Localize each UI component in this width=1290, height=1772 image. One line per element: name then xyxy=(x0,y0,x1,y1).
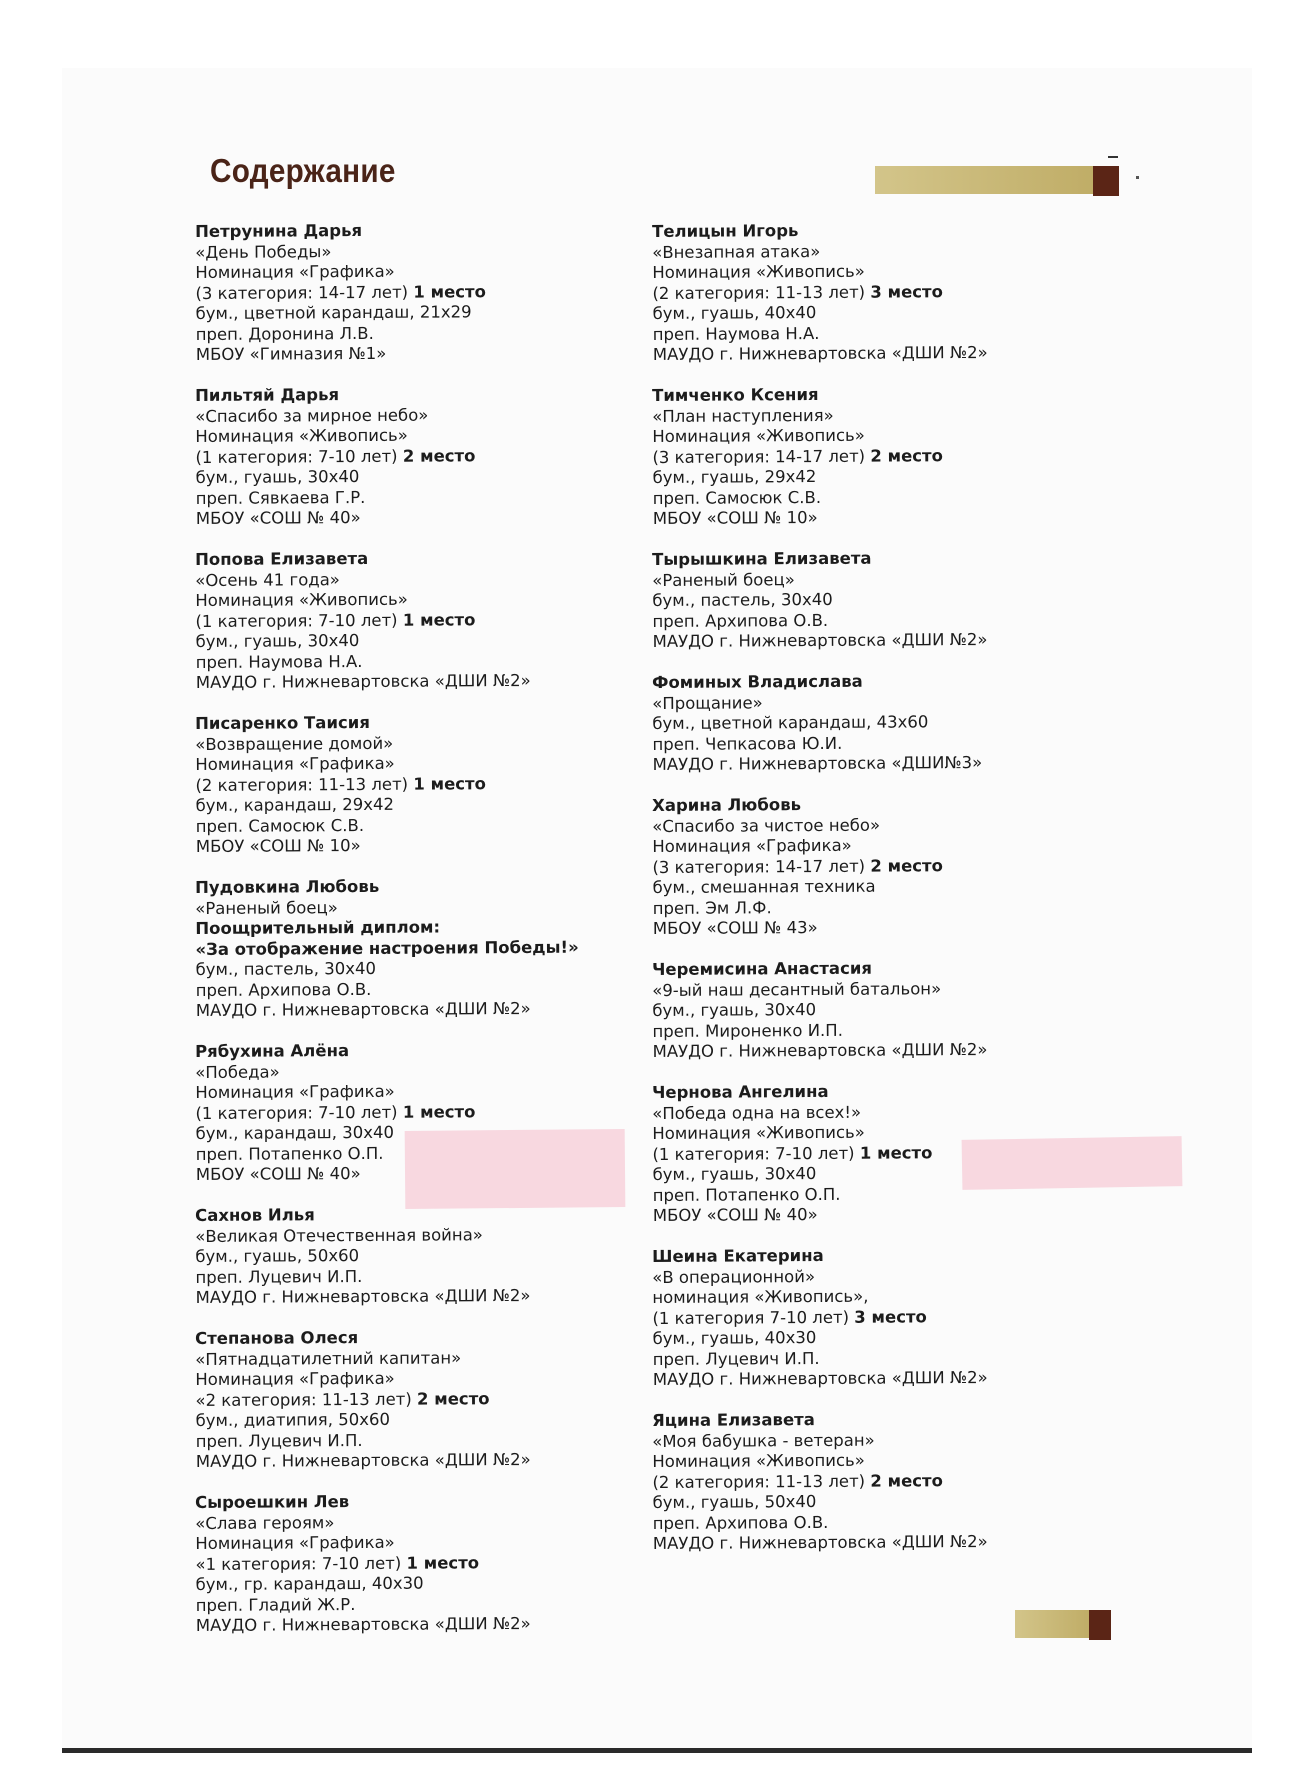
entry-line: бум., гуашь, 50х60 xyxy=(195,1245,360,1266)
entry-line: преп. Потапенко О.П. xyxy=(195,1143,384,1164)
entry-line: «Внезапная атака» xyxy=(652,241,821,262)
entry-line: преп. Сявкаева Г.Р. xyxy=(195,487,366,508)
entry-line: МБОУ «СОШ № 40» xyxy=(195,507,361,528)
entry-line: «Спасибо за чистое небо» xyxy=(652,815,881,836)
entry-place: 3 место xyxy=(854,1306,927,1327)
entry-line: Номинация «Графика» xyxy=(195,1368,395,1389)
entry-line: преп. Архипова О.В. xyxy=(652,610,829,631)
entry-author: Шеина Екатерина xyxy=(652,1245,824,1266)
entry-category-row xyxy=(652,1142,1112,1165)
entry-place: 2 место xyxy=(416,1388,490,1409)
entry-line: «День Победы» xyxy=(195,241,332,262)
entry-place: 2 место xyxy=(870,445,943,466)
entry-line: «Великая Отечественная война» xyxy=(195,1224,483,1246)
entry-line: бум., гуашь, 40х30 xyxy=(652,1327,817,1348)
contents-entry xyxy=(195,1490,656,1636)
page-title: Содержание xyxy=(210,152,396,189)
contents-entry xyxy=(195,547,656,693)
entry-place: 1 место xyxy=(406,1552,480,1573)
entry-place: 1 место xyxy=(413,281,486,302)
entry-line: МАУДО г. Нижневартовска «ДШИ №2» xyxy=(195,998,531,1020)
entry-line: «Возвращение домой» xyxy=(195,733,394,754)
entry-author: Яцина Елизавета xyxy=(652,1410,815,1430)
entry-line: «Моя бабушка - ветеран» xyxy=(652,1430,875,1451)
entry-line: бум., гуашь, 30х40 xyxy=(195,630,360,651)
contents-entry xyxy=(195,875,656,1021)
entry-line: МАУДО г. Нижневартовска «ДШИ №2» xyxy=(652,342,988,364)
entry-category: (2 категория: 11-13 лет) xyxy=(195,774,409,795)
entry-line: бум., гуашь, 40х40 xyxy=(652,302,817,323)
contents-entry xyxy=(652,219,1113,365)
entry-category: (2 категория: 11-13 лет) xyxy=(652,282,866,303)
entry-line: бум., гуашь, 30х40 xyxy=(195,466,360,487)
entry-line: бум., гуашь, 50х40 xyxy=(652,1491,817,1512)
entry-place: 1 место xyxy=(859,1142,933,1163)
entry-line: Номинация «Живопись» xyxy=(652,1122,865,1143)
entry-line: преп. Чепкасова Ю.И. xyxy=(652,733,843,754)
entry-author: Тимченко Ксения xyxy=(652,384,819,405)
entry-line: «План наступления» xyxy=(652,405,834,426)
contents-entry xyxy=(652,1244,1113,1390)
entry-place: 1 место xyxy=(402,1101,476,1122)
entry-line: преп. Луцевич И.П. xyxy=(652,1348,820,1369)
entry-line: бум., гуашь, 30х40 xyxy=(652,1163,817,1184)
contents-entry xyxy=(652,383,1113,529)
entry-line: Номинация «Живопись» xyxy=(652,425,865,446)
contents-entry xyxy=(652,547,1113,652)
entry-place: 1 место xyxy=(413,773,486,794)
entry-line: МАУДО г. Нижневартовска «ДШИ №2» xyxy=(652,1367,988,1389)
contents-entry xyxy=(195,1039,656,1185)
entry-line: преп. Самосюк С.В. xyxy=(652,487,822,508)
entry-line: Номинация «Графика» xyxy=(195,1532,395,1553)
entry-award: Поощрительный диплом: xyxy=(195,917,441,938)
entry-line: «Спасибо за мирное небо» xyxy=(195,405,429,426)
entry-category-row xyxy=(195,445,655,468)
entry-line: «В операционной» xyxy=(652,1266,816,1287)
entry-line: МАУДО г. Нижневартовска «ДШИ №2» xyxy=(652,1039,988,1061)
entry-line: «Победа одна на всех!» xyxy=(652,1102,862,1123)
entry-place: 1 место xyxy=(402,609,476,630)
entry-line: МАУДО г. Нижневартовска «ДШИ№3» xyxy=(652,752,983,774)
entry-category: (3 категория: 14-17 лет) xyxy=(652,446,866,467)
entry-category-row xyxy=(195,1388,655,1411)
entry-line: преп. Архипова О.В. xyxy=(652,1512,829,1533)
contents-entry xyxy=(652,1408,1113,1554)
entry-place: 2 место xyxy=(870,1470,943,1491)
entry-category-row xyxy=(195,281,655,304)
entry-award: «За отображение настроения Победы!» xyxy=(195,937,579,959)
contents-entry xyxy=(652,957,1113,1062)
entry-category: (1 категория 7-10 лет) xyxy=(652,1307,850,1328)
entry-line: МАУДО г. Нижневартовска «ДШИ №2» xyxy=(195,670,531,692)
entry-line: Номинация «Живопись» xyxy=(652,1450,865,1471)
entry-line: МАУДО г. Нижневартовска «ДШИ №2» xyxy=(195,1285,531,1307)
entry-author: Степанова Олеся xyxy=(195,1328,359,1348)
entry-category: (2 категория: 11-13 лет) xyxy=(652,1471,866,1492)
entry-line: преп. Луцевич И.П. xyxy=(195,1266,363,1287)
entry-category: «2 категория: 11-13 лет) xyxy=(195,1389,412,1410)
entry-category: (1 категория: 7-10 лет) xyxy=(652,1143,855,1164)
contents-column-left xyxy=(195,222,655,1657)
entry-line: МБОУ «СОШ № 10» xyxy=(195,835,361,856)
entry-line: преп. Архипова О.В. xyxy=(195,979,372,1000)
entry-author: Писаренко Таисия xyxy=(195,712,370,733)
entry-line: бум., пастель, 30х40 xyxy=(652,589,833,610)
entry-category-row xyxy=(195,1101,655,1124)
entry-author: Черемисина Анастасия xyxy=(652,958,873,979)
entry-category: (1 категория: 7-10 лет) xyxy=(195,1102,398,1123)
entry-author: Харина Любовь xyxy=(652,795,802,815)
entry-category-row xyxy=(652,1306,1112,1329)
entry-line: бум., диатипия, 50х60 xyxy=(195,1409,391,1430)
entry-line: бум., пастель, 30х40 xyxy=(195,958,376,979)
entry-category: (1 категория: 7-10 лет) xyxy=(195,610,398,631)
contents-entry xyxy=(652,1080,1113,1226)
entry-line: «Раненый боец» xyxy=(195,897,338,918)
entry-line: МБОУ «Гимназия №1» xyxy=(195,343,387,364)
entry-line: МАУДО г. Нижневартовска «ДШИ №2» xyxy=(652,629,988,651)
contents-entry xyxy=(195,1203,656,1308)
entry-line: бум., смешанная техника xyxy=(652,876,876,897)
entry-category-row xyxy=(195,609,655,632)
entry-line: бум., гуашь, 30х40 xyxy=(652,999,817,1020)
contents-column-right xyxy=(652,222,1112,1575)
entry-category: (1 категория: 7-10 лет) xyxy=(195,446,398,467)
contents-entry xyxy=(652,670,1113,775)
entry-line: бум., карандаш, 29х42 xyxy=(195,794,395,815)
scan-dot xyxy=(1136,176,1139,179)
entry-line: Номинация «Графика» xyxy=(652,835,852,856)
entry-line: Номинация «Графика» xyxy=(195,261,395,282)
entry-category-row xyxy=(652,855,1112,878)
entry-category: (3 категория: 14-17 лет) xyxy=(195,282,409,303)
entry-line: бум., цветной карандаш, 21х29 xyxy=(195,302,472,323)
entry-line: «Пятнадцатилетний капитан» xyxy=(195,1347,462,1369)
contents-entry xyxy=(195,711,656,857)
entry-author: Чернова Ангелина xyxy=(652,1081,829,1102)
entry-line: бум., цветной карандаш, 43х60 xyxy=(652,712,929,733)
footer-decor-square xyxy=(1089,1610,1111,1640)
entry-place: 2 место xyxy=(402,445,476,466)
header-decor-band xyxy=(875,166,1093,194)
contents-entry xyxy=(195,383,656,529)
entry-line: преп. Потапенко О.П. xyxy=(652,1184,841,1205)
entry-author: Сыроешкин Лев xyxy=(195,1492,350,1512)
entry-category-row xyxy=(195,773,655,796)
entry-author: Пильтяй Дарья xyxy=(195,385,340,405)
entry-line: номинация «Живопись», xyxy=(652,1286,869,1307)
contents-entry xyxy=(195,219,656,365)
entry-line: преп. Наумова Н.А. xyxy=(652,323,820,344)
entry-line: МБОУ «СОШ № 43» xyxy=(652,917,818,938)
contents-entry xyxy=(195,1326,656,1472)
entry-line: преп. Наумова Н.А. xyxy=(195,651,363,672)
entry-line: «Прощание» xyxy=(652,692,763,713)
header-decor-square xyxy=(1093,166,1119,196)
entry-line: преп. Эм Л.Ф. xyxy=(652,897,772,918)
entry-author: Рябухина Алёна xyxy=(195,1041,350,1061)
entry-author: Тырышкина Елизавета xyxy=(652,548,872,569)
entry-line: бум., гр. карандаш, 40х30 xyxy=(195,1573,424,1594)
contents-entry xyxy=(652,793,1113,939)
entry-category-row xyxy=(652,1470,1112,1493)
entry-line: Номинация «Графика» xyxy=(195,1081,395,1102)
entry-line: «Раненый боец» xyxy=(652,569,795,590)
scan-mark xyxy=(1108,156,1118,158)
entry-category: «1 категория: 7-10 лет) xyxy=(195,1553,402,1574)
entry-line: МБОУ «СОШ № 40» xyxy=(195,1163,361,1184)
entry-line: преп. Гладий Ж.Р. xyxy=(195,1594,356,1615)
entry-place: 2 место xyxy=(870,855,943,876)
scan-edge-shadow xyxy=(62,1748,1252,1753)
entry-category: (3 категория: 14-17 лет) xyxy=(652,856,866,877)
entry-author: Фоминых Владислава xyxy=(652,671,863,692)
entry-author: Попова Елизавета xyxy=(195,548,369,569)
entry-author: Петрунина Дарья xyxy=(195,220,363,241)
entry-line: преп. Луцевич И.П. xyxy=(195,1430,363,1451)
entry-line: Номинация «Графика» xyxy=(195,753,395,774)
entry-line: преп. Доронина Л.В. xyxy=(195,323,374,344)
entry-line: «9-ый наш десантный батальон» xyxy=(652,978,942,1000)
entry-line: бум., карандаш, 30х40 xyxy=(195,1122,395,1143)
entry-line: МБОУ «СОШ № 10» xyxy=(652,507,818,528)
entry-place: 3 место xyxy=(870,281,943,302)
entry-line: МАУДО г. Нижневартовска «ДШИ №2» xyxy=(195,1449,531,1471)
entry-author: Телицын Игорь xyxy=(652,221,799,241)
entry-line: бум., гуашь, 29х42 xyxy=(652,466,817,487)
entry-category-row xyxy=(652,281,1112,304)
entry-line: Номинация «Живопись» xyxy=(195,589,408,610)
entry-line: Номинация «Живопись» xyxy=(652,261,865,282)
entry-line: преп. Мироненко И.П. xyxy=(652,1020,843,1041)
entry-category-row xyxy=(195,1552,655,1575)
entry-line: «Победа» xyxy=(195,1061,280,1082)
entry-author: Пудовкина Любовь xyxy=(195,876,380,897)
entry-line: преп. Самосюк С.В. xyxy=(195,815,365,836)
entry-category-row xyxy=(652,445,1112,468)
entry-line: Номинация «Живопись» xyxy=(195,425,408,446)
entry-line: МАУДО г. Нижневартовска «ДШИ №2» xyxy=(195,1613,531,1635)
footer-decor-band xyxy=(1015,1610,1089,1638)
entry-author: Сахнов Илья xyxy=(195,1205,315,1225)
entry-line: МБОУ «СОШ № 40» xyxy=(652,1204,818,1225)
entry-line: «Осень 41 года» xyxy=(195,569,340,590)
entry-line: «Слава героям» xyxy=(195,1512,335,1533)
entry-line: МАУДО г. Нижневартовска «ДШИ №2» xyxy=(652,1531,988,1553)
